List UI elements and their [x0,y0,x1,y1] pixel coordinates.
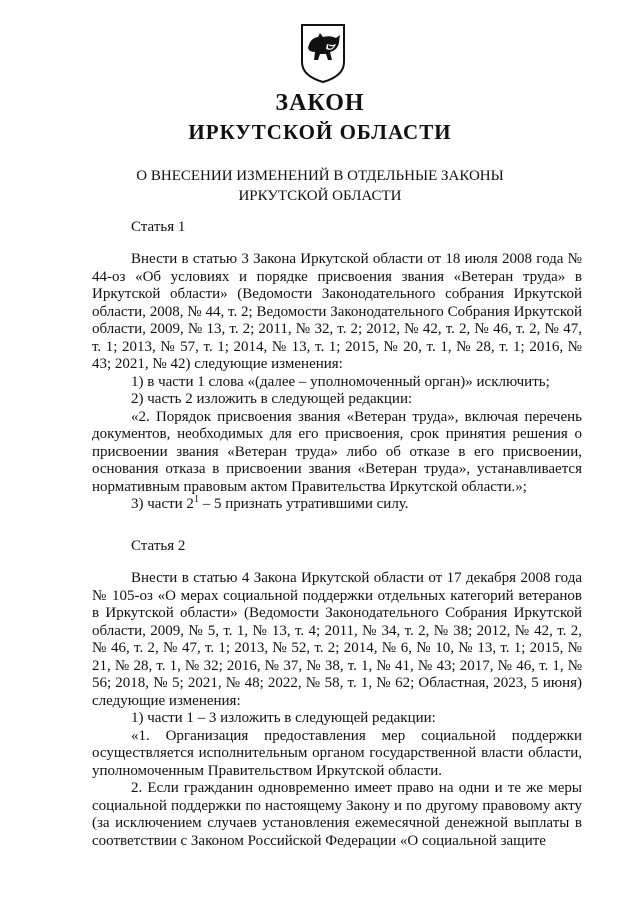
article-1-heading: Статья 1 [131,219,186,235]
subtitle-line-2: ИРКУТСКОЙ ОБЛАСТИ [238,188,402,204]
article-2-body [92,570,582,850]
paragraph: 1) части 1 – 3 изложить в следующей редакции: [131,710,436,726]
subtitle-line-1: О ВНЕСЕНИИ ИЗМЕНЕНИЙ В ОТДЕЛЬНЫЕ ЗАКОНЫ [136,168,504,184]
paragraph: «1. Организация предоставления мер социальной поддержки осуществляется исполнительным органом государственной власти области, уполномоченным Правительством Иркутской области. [92,727,582,779]
article-2-heading: Статья 2 [131,538,186,554]
region-title: ИРКУТСКОЙ ОБЛАСТИ [188,120,452,144]
paragraph: Внести в статью 4 Закона Иркутской области от 17 декабря 2008 года № 105-оз «О мерах социальной поддержки отдельных категорий ветеранов в Иркутской области» (Ведомости Законодательного Собрания Иркутской области, 2009, № 5, т. 1, № 13, т. 4; 2011, № 34, т. 2, № 38; 2012, № 42, т. 2, № 46, т. 2, № 47, т. 1; 2013, № 52, т. 2; 2014, № 6, № 10, № 13, т. 1; 2015, № 21, № 28, т. 1, № 32; 2016, № 37, № 38, т. 1, № 41, № 43; 2017, № 46, т. 1, № 56; 2018, № 5; 2021, № 48; 2022, № 58, т. 1, № 62; Областная, 2023, 5 июня) следующие изменения: [92,570,582,709]
coat-of-arms-icon [300,22,346,84]
paragraph: 1) в части 1 слова «(далее – уполномоченный орган)» исключить; [131,373,550,390]
article-1-body [92,251,582,514]
paragraph: 2. Если гражданин одновременно имеет право на одни и те же меры социальной поддержки по настоящему Закону и по другому правовому акту (за исключением случаев установления ежемесячной денежной выплаты в соответствии с Законом Российской Федерации «О социальной защите [92,780,582,849]
paragraph-suffix: – 5 признать утратившими силу. [198,496,409,512]
paragraph [92,496,582,514]
paragraph: 2) часть 2 изложить в следующей редакции: [131,391,413,407]
superscript: 1 [193,494,199,505]
paragraph: «2. Порядок присвоения звания «Ветеран труда», включая перечень документов, необходимых для его присвоения, срок принятия решения о присвоении звания «Ветеран труда» либо об отказе в его присвоении, основания отказа в присвоении звания «Ветеран труда», устанавливается нормативным правовым актом Правительства Иркутской области.»; [92,408,582,495]
law-title: ЗАКОН [275,90,365,116]
paragraph-prefix: 3) части 2 [131,496,194,512]
paragraph: Внести в статью 3 Закона Иркутской области от 18 июля 2008 года № 44-оз «Об условиях и порядке присвоения звания «Ветеран труда» в Иркутской области» (Ведомости Законодательного собрания Иркутской области, 2008, № 44, т. 2; Ведомости Законодательного Собрания Иркутской области, 2009, № 13, т. 2; 2011, № 32, т. 2; 2012, № 42, т. 2, № 46, т. 2, № 47, т. 1; 2013, № 57, т. 1; 2014, № 13, т. 1; 2015, № 20, т. 1, № 28, т. 1; 2016, № 43; 2021, № 42) следующие изменения: [92,251,582,372]
law-subtitle [0,166,640,206]
